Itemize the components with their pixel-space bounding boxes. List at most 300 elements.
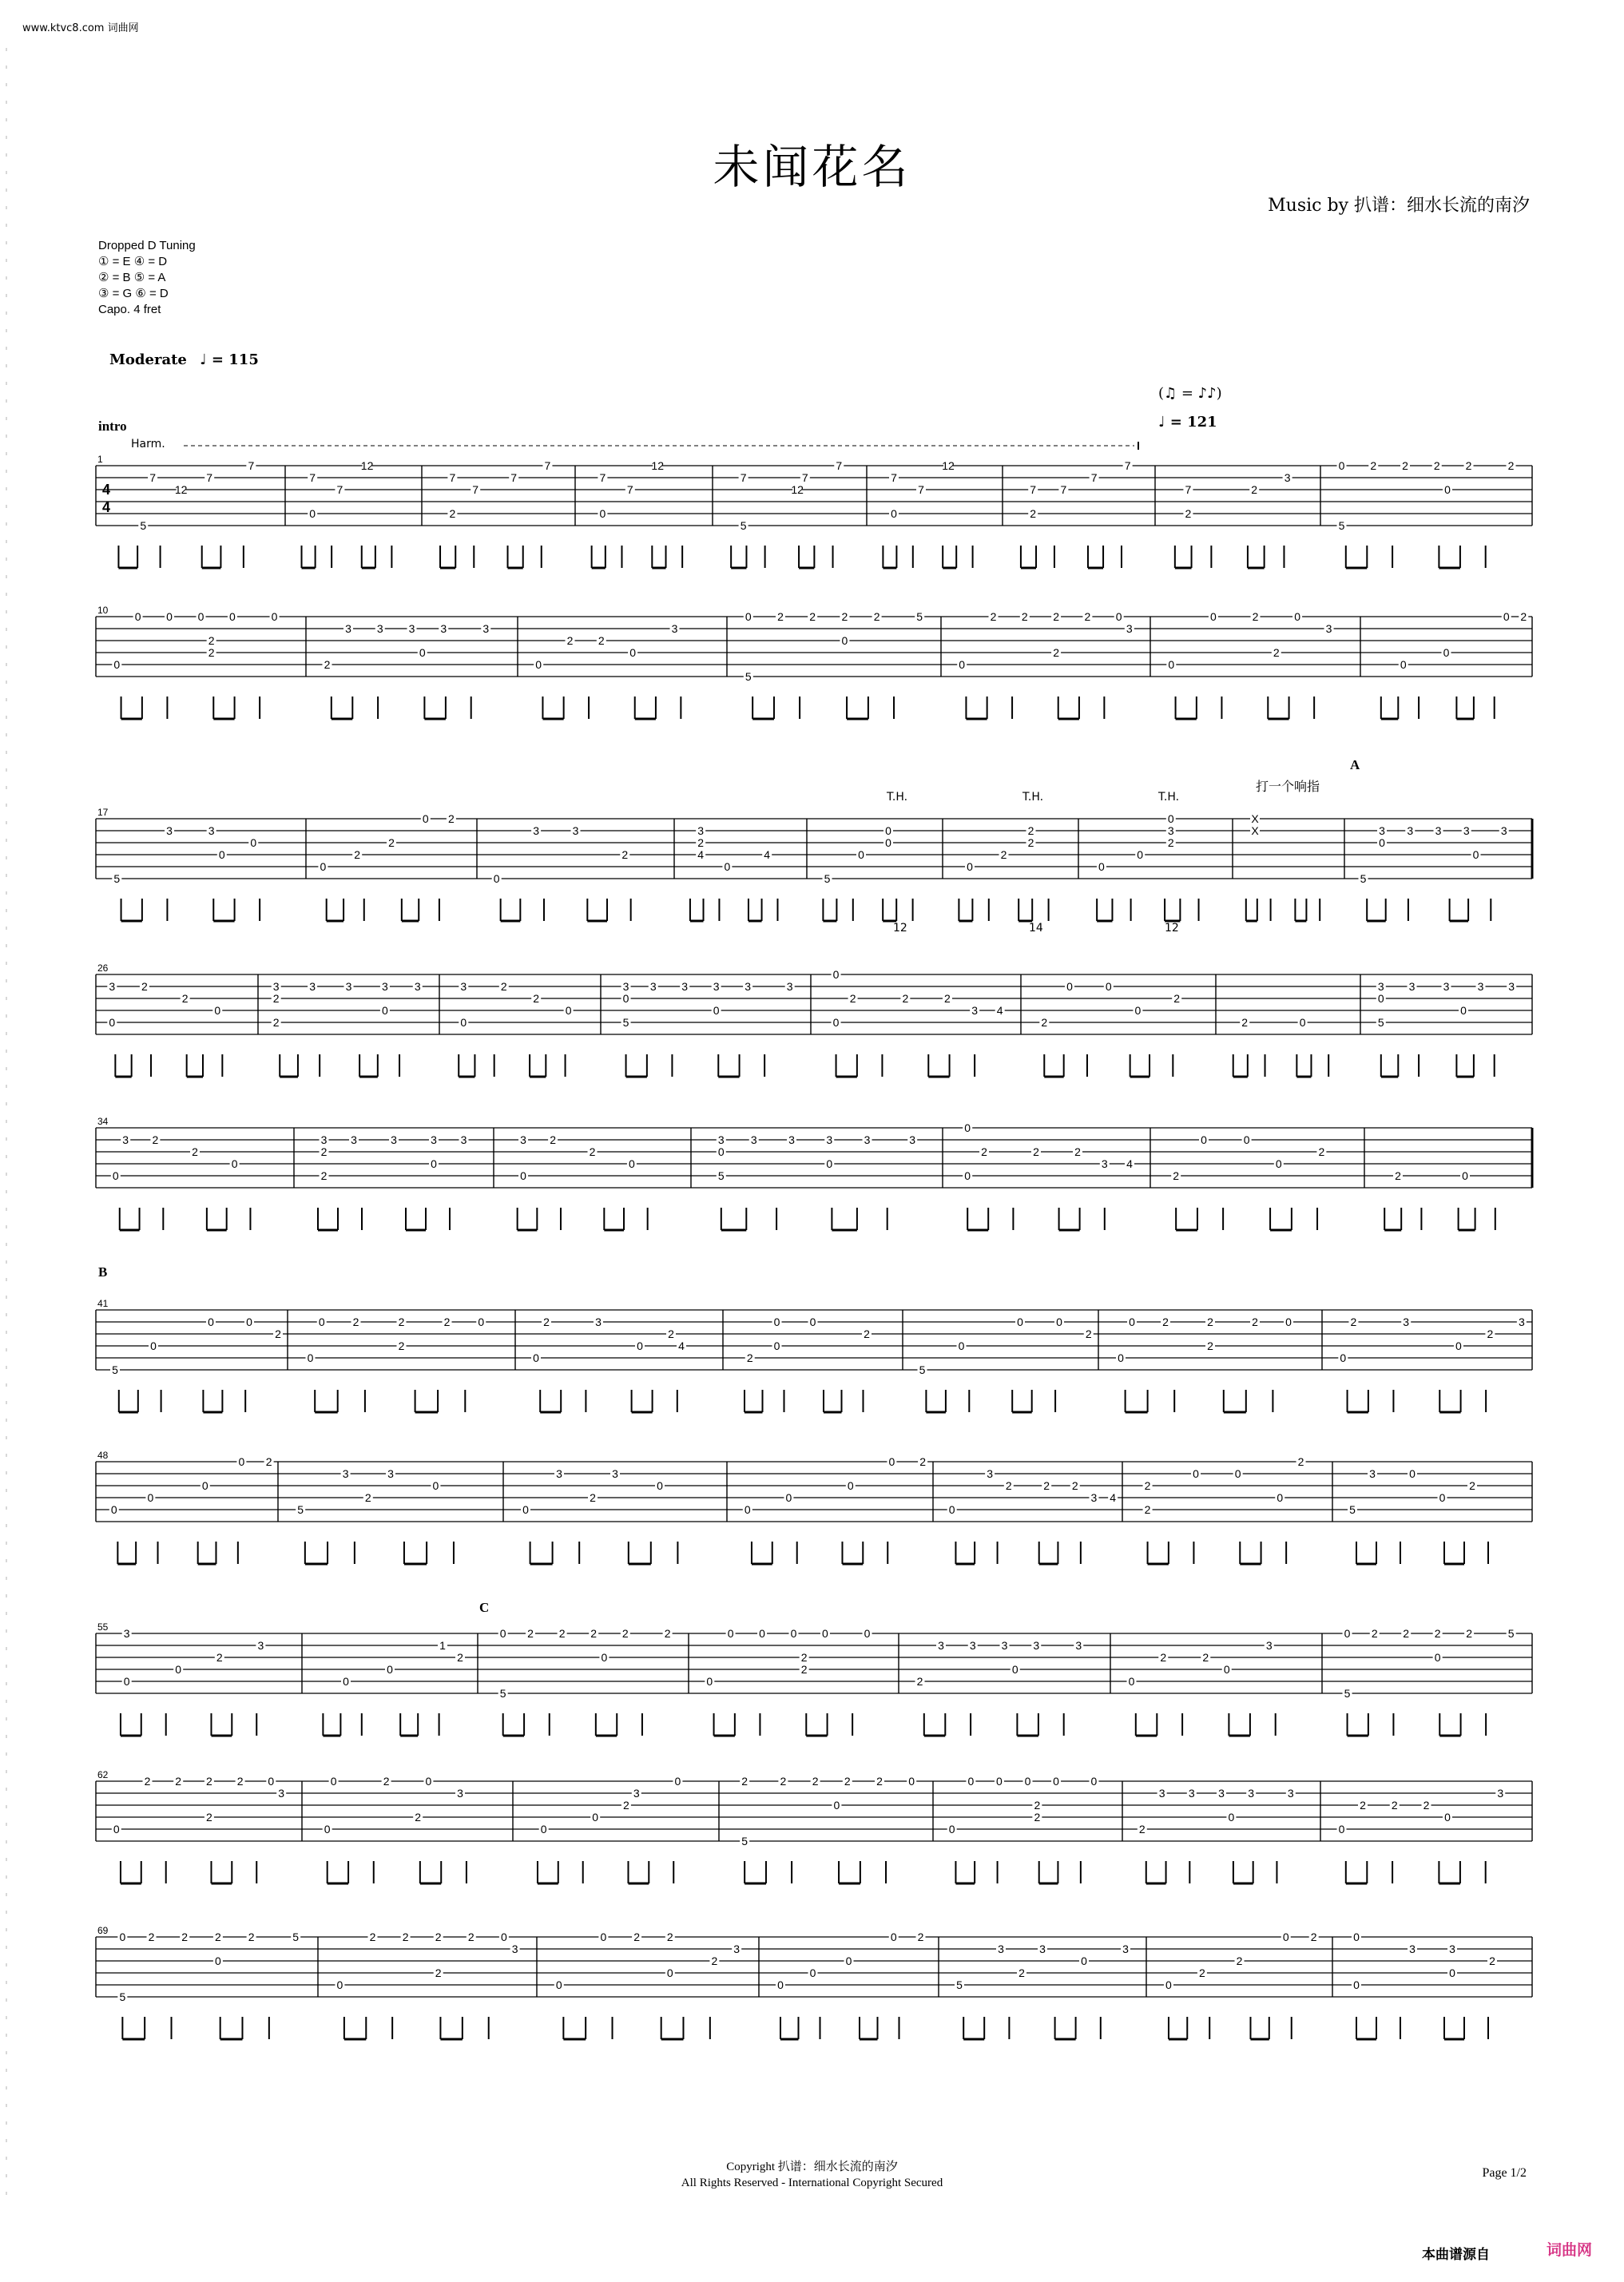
tempo-change: ♩ = 121	[1158, 414, 1217, 431]
fret-number: 0	[540, 1823, 547, 1836]
fret-number: 5	[956, 1978, 963, 1991]
fret-number: 2	[1403, 1627, 1410, 1640]
fret-number: 0	[460, 1016, 467, 1029]
fret-number: 0	[1294, 610, 1300, 623]
fret-number: 0	[1277, 1491, 1284, 1504]
fret-number: 2	[216, 1651, 223, 1664]
fret-number: 0	[1118, 1351, 1124, 1364]
fret-number: 0	[657, 1479, 663, 1492]
fret-number: 12	[174, 483, 188, 496]
fret-number: 2	[215, 1931, 221, 1943]
fret-number: 0	[885, 836, 891, 849]
fret-number: 0	[790, 1627, 797, 1640]
rights-line: All Rights Reserved - International Copyright Secured	[681, 2177, 943, 2189]
fret-number: 2	[402, 1931, 409, 1943]
fret-number: 0	[809, 1316, 816, 1328]
fret-number: 0	[717, 1145, 725, 1158]
fret-number: 3	[460, 1133, 467, 1146]
fret-number: 4	[764, 848, 771, 861]
fret-number: 5	[112, 1363, 118, 1376]
fret-number: 3	[1369, 1467, 1376, 1480]
fret-number: 5	[740, 519, 747, 532]
th-label: T.H.	[887, 791, 908, 804]
fret-number: 7	[626, 483, 633, 496]
tab-system	[96, 1769, 1532, 1883]
fret-number: 0	[1444, 1811, 1451, 1824]
fret-number: 0	[1409, 1467, 1416, 1480]
fret-number: 2	[1027, 824, 1034, 837]
fret-number: 2	[590, 1627, 598, 1640]
fret-number: 3	[440, 622, 447, 635]
fret-number: 3	[1477, 980, 1484, 993]
fret-number: 0	[1167, 812, 1174, 825]
fret-number: 2	[1053, 610, 1059, 623]
fret-number: 3	[1497, 1787, 1504, 1800]
fret-number: 3	[864, 1133, 871, 1146]
fret-number: 2	[550, 1133, 556, 1146]
fret-number: 0	[1340, 1351, 1347, 1364]
fret-number: 4	[678, 1339, 685, 1352]
fret-number: 0	[948, 1823, 955, 1836]
fret-number: 3	[622, 980, 629, 993]
fret-number: 3	[998, 1943, 1004, 1955]
fret-number: 2	[621, 1627, 629, 1640]
fret-number: 2	[320, 1145, 328, 1158]
fret-number: 0	[493, 872, 500, 885]
fret-number: 3	[1325, 622, 1332, 635]
fret-number: 3	[272, 980, 280, 993]
music-by: Music by 扒谱：细水长流的南汐	[1268, 196, 1530, 216]
fret-number: 0	[197, 610, 204, 623]
fret-number: 0	[629, 646, 636, 659]
fret-number: 12	[651, 459, 664, 472]
fret-number: 3	[1218, 1787, 1225, 1800]
fret-number: 2	[272, 992, 280, 1005]
th-fret: 12	[893, 922, 907, 935]
fret-number: 2	[1167, 836, 1174, 849]
fret-number: 0	[555, 1978, 562, 1991]
fret-number: 0	[888, 1455, 895, 1468]
fret-number: 0	[1017, 1316, 1023, 1328]
fret-number: 2	[1252, 1316, 1258, 1328]
fret-number: 0	[891, 507, 897, 520]
fret-number: 2	[1252, 610, 1259, 623]
fret-number: 0	[175, 1663, 182, 1676]
fret-number: 0	[268, 1775, 275, 1788]
fret-number: 2	[141, 980, 148, 993]
fret-number: 2	[711, 1955, 718, 1967]
fret-number: 2	[841, 610, 848, 623]
fret-number: 0	[637, 1339, 643, 1352]
fret-number: 5	[113, 872, 121, 885]
fret-number: 2	[527, 1627, 534, 1640]
fret-number: 0	[123, 1675, 130, 1688]
fret-number: 0	[320, 860, 327, 873]
fret-number: 0	[150, 1339, 157, 1352]
fret-number: 2	[1144, 1503, 1151, 1516]
fret-number: 3	[345, 980, 352, 993]
fret-number: 3	[1248, 1787, 1255, 1800]
fret-number: 2	[981, 1145, 987, 1158]
fret-number: 3	[320, 1133, 328, 1146]
fret-number: 2	[590, 1491, 596, 1504]
fret-number: 0	[967, 860, 973, 873]
fret-number: 3	[744, 980, 751, 993]
fret-number: 2	[1489, 1955, 1495, 1967]
fret-number: 5	[744, 670, 752, 683]
fret-number: 3	[414, 980, 421, 993]
fret-number: 3	[556, 1467, 562, 1480]
fret-number: 0	[307, 1351, 314, 1364]
measure-number: 34	[97, 1116, 109, 1127]
fret-number: 3	[309, 980, 316, 993]
fret-number: 3	[1449, 1943, 1455, 1955]
fret-number: 3	[520, 1133, 526, 1146]
section-a: A	[1350, 757, 1360, 772]
measure-number: 10	[97, 605, 109, 616]
fret-number: 3	[511, 1943, 518, 1955]
fret-number: 5	[292, 1931, 300, 1943]
measure-number: 17	[97, 807, 109, 818]
fret-number: 7	[206, 471, 213, 484]
fret-number: 2	[1034, 1811, 1041, 1824]
fret-number: 2	[741, 1775, 748, 1788]
fret-number: 0	[727, 1627, 734, 1640]
fret-number: 0	[1129, 1316, 1135, 1328]
fret-number: 0	[1098, 860, 1105, 873]
fret-number: 2	[248, 1931, 255, 1943]
fret-number: 2	[1310, 1931, 1317, 1943]
measure-number: 55	[97, 1621, 109, 1633]
fret-number: 0	[431, 1157, 437, 1170]
fret-number: 3	[909, 1133, 916, 1146]
fret-number: 3	[122, 1133, 129, 1146]
fret-number: 0	[1210, 610, 1217, 623]
tuning-name: Dropped D Tuning	[98, 239, 196, 252]
fret-number: 0	[773, 1316, 780, 1328]
fret-number: 0	[478, 1316, 485, 1328]
fret-number: 0	[309, 507, 316, 520]
fret-number: 2	[1085, 1328, 1092, 1340]
fret-number: 2	[1071, 1479, 1078, 1492]
fret-number: 0	[601, 1651, 608, 1664]
fret-number: 3	[987, 1467, 993, 1480]
fret-number: 3	[345, 622, 351, 635]
fret-number: 2	[558, 1627, 566, 1640]
fret-number: 3	[1075, 1639, 1082, 1652]
section-c: C	[479, 1600, 490, 1615]
fret-number: 0	[858, 848, 864, 861]
fret-number: 2	[1241, 1016, 1249, 1029]
measure-number: 41	[97, 1298, 109, 1309]
fret-number: 7	[449, 471, 456, 484]
fret-number: 12	[360, 459, 374, 472]
fret-number: 0	[565, 1004, 572, 1017]
fret-number: 0	[1299, 1016, 1306, 1029]
intro-label: intro	[98, 419, 127, 434]
fret-number: 0	[134, 610, 141, 623]
fret-number: 2	[623, 1799, 629, 1812]
tab-system	[96, 1450, 1532, 1564]
fret-number: 2	[1370, 459, 1377, 472]
fret-number: 2	[876, 1775, 883, 1788]
fret-number: 0	[964, 1121, 971, 1134]
fret-number: 0	[1434, 1651, 1441, 1664]
fret-number: 5	[622, 1016, 629, 1029]
fret-number: 0	[422, 812, 429, 825]
fret-number: 0	[499, 1627, 506, 1640]
fret-number: 0	[1338, 459, 1345, 472]
fret-number: 2	[800, 1663, 808, 1676]
fret-number: 5	[297, 1503, 304, 1516]
tab-system	[96, 1116, 1532, 1230]
fret-number: 3	[382, 980, 388, 993]
fret-number: 7	[309, 471, 316, 484]
fret-number: 5	[1338, 519, 1345, 532]
fret-number: 3	[1443, 980, 1450, 993]
fret-number: 3	[1126, 622, 1133, 635]
fret-number: 2	[208, 634, 215, 647]
fret-number: 0	[113, 1823, 120, 1836]
fret-number: 2	[1360, 1799, 1366, 1812]
capo: Capo. 4 fret	[98, 303, 161, 316]
fret-number: 3	[482, 622, 490, 635]
fret-number: 0	[432, 1479, 439, 1492]
fret-number: 5	[1349, 1503, 1356, 1516]
fret-number: 2	[1236, 1955, 1243, 1967]
fret-number: 0	[832, 1016, 840, 1029]
fret-number: 7	[740, 471, 747, 484]
measure-number: 48	[97, 1450, 109, 1461]
fret-number: 5	[140, 519, 147, 532]
fret-number: 2	[1027, 836, 1034, 849]
fret-number: 3	[109, 980, 116, 993]
fret-number: 0	[501, 1931, 507, 1943]
fret-number: 0	[744, 1503, 751, 1516]
tab-system	[96, 1298, 1532, 1412]
fret-number: 0	[1024, 1775, 1031, 1788]
fret-number: 2	[746, 1351, 753, 1364]
fret-number: 2	[917, 1931, 924, 1943]
fret-number: 7	[544, 459, 551, 472]
fret-number: 3	[971, 1004, 979, 1017]
fret-number: 0	[1443, 646, 1450, 659]
copyright-line: Copyright 扒谱：细水长流的南汐	[726, 2161, 898, 2173]
fret-number: 3	[1001, 1639, 1008, 1652]
swing-mark: (♫ = ♪♪)	[1158, 385, 1222, 402]
fret-number: 3	[713, 980, 720, 993]
tab-system	[96, 807, 1532, 921]
fret-number: 2	[668, 1328, 674, 1340]
fret-number: 0	[387, 1663, 393, 1676]
fret-number: 2	[1318, 1145, 1325, 1158]
fret-number: 0	[833, 1799, 840, 1812]
fret-number: 7	[801, 471, 808, 484]
fret-number: 3	[1377, 980, 1384, 993]
fret-number: 3	[1518, 1316, 1525, 1328]
fret-number: 2	[1520, 610, 1527, 623]
fret-number: 7	[510, 471, 518, 484]
fret-number: 3	[750, 1133, 757, 1146]
fret-number: 2	[352, 1316, 359, 1328]
fret-number: 0	[215, 1955, 221, 1967]
fret-number: 3	[408, 622, 415, 635]
fret-number: 2	[1021, 610, 1028, 623]
copyright-footer	[0, 2159, 1624, 2191]
fret-number: 2	[666, 1931, 673, 1943]
fret-number: 0	[847, 1479, 854, 1492]
fret-number: 5	[119, 1990, 126, 2003]
fret-number: 2	[1043, 1479, 1050, 1492]
fret-number: 2	[1162, 1316, 1169, 1328]
fret-number: 4	[996, 1004, 1003, 1017]
fret-number: 7	[836, 459, 843, 472]
fret-number: 3	[1033, 1639, 1040, 1652]
fret-number: 2	[533, 992, 540, 1005]
fret-number: 0	[629, 1157, 635, 1170]
fret-number: 5	[919, 1363, 926, 1376]
fret-number: 2	[566, 634, 574, 647]
fret-number: 0	[908, 1775, 915, 1788]
fret-number: 7	[1090, 471, 1098, 484]
fret-number: 3	[1409, 1943, 1416, 1955]
fret-number: 4	[1110, 1491, 1117, 1504]
fret-number: 0	[773, 1339, 780, 1352]
fret-number: 3	[1284, 471, 1291, 484]
fret-number: 2	[1273, 646, 1280, 659]
fret-number: 3	[376, 622, 383, 635]
fret-number: 2	[1053, 646, 1059, 659]
th-fret: 12	[1165, 922, 1179, 935]
fret-number: 0	[967, 1775, 975, 1788]
fret-number: 0	[1234, 1467, 1241, 1480]
fret-number: 5	[499, 1687, 506, 1700]
fret-number: 0	[1105, 980, 1112, 993]
fret-number: 0	[1460, 1004, 1467, 1017]
fret-number: 2	[175, 1775, 182, 1788]
fret-number: 0	[948, 1503, 955, 1516]
fret-number: 0	[229, 610, 236, 623]
fret-number: 0	[166, 610, 173, 623]
fret-number: 0	[214, 1004, 221, 1017]
fret-number: 5	[1344, 1687, 1351, 1700]
fret-number: 5	[824, 872, 831, 885]
fret-number: 2	[812, 1775, 819, 1788]
fret-number: X	[1251, 824, 1259, 837]
fret-number: 0	[964, 1169, 971, 1182]
fret-number: 2	[1074, 1145, 1081, 1158]
fret-number: 2	[1433, 459, 1440, 472]
fret-number: 2	[809, 610, 816, 623]
fret-number: 0	[1449, 1966, 1455, 1979]
fret-number: 0	[1137, 848, 1144, 861]
fret-number: 0	[1134, 1004, 1142, 1017]
fret-number: 2	[1251, 483, 1258, 496]
fret-number: 3	[717, 1133, 725, 1146]
fret-number: 3	[1463, 824, 1470, 837]
fret-number: 3	[1379, 824, 1385, 837]
fret-number: 2	[1507, 459, 1515, 472]
fret-number: 3	[1122, 1943, 1129, 1955]
fret-number: 12	[791, 483, 804, 496]
fret-number: 3	[572, 824, 579, 837]
fret-number: 2	[435, 1966, 442, 1979]
fret-number: 3	[786, 980, 793, 993]
fret-number: 2	[1000, 848, 1007, 861]
fret-number: 0	[425, 1775, 432, 1788]
fret-number: 3	[671, 622, 678, 635]
time-signature: 4	[102, 482, 111, 498]
fret-number: 7	[599, 471, 606, 484]
fret-number: 0	[599, 507, 606, 520]
fret-number: 0	[592, 1811, 599, 1824]
fret-number: 0	[832, 968, 840, 981]
fret-number: 2	[873, 610, 880, 623]
fret-number: 0	[674, 1775, 681, 1788]
fret-number: 2	[144, 1775, 151, 1788]
fret-number: 2	[543, 1316, 550, 1328]
fret-number: 12	[942, 459, 955, 472]
fret-number: 2	[1487, 1328, 1494, 1340]
fret-number: 2	[415, 1811, 422, 1824]
fret-number: 0	[1338, 1823, 1345, 1836]
page-number: Page 1/2	[1482, 2166, 1527, 2180]
fret-number: 0	[1472, 848, 1479, 861]
fret-number: 3	[826, 1133, 833, 1146]
fret-number: 0	[382, 1004, 388, 1017]
fret-number: 7	[891, 471, 897, 484]
fret-number: 2	[181, 1931, 189, 1943]
section-b: B	[98, 1264, 108, 1280]
tempo-label: Moderate	[109, 351, 187, 368]
fret-number: 0	[1056, 1316, 1062, 1328]
fret-number: 3	[733, 1943, 741, 1955]
fret-number: 0	[1439, 1491, 1446, 1504]
fret-number: 0	[218, 848, 225, 861]
fret-number: 0	[1462, 1169, 1468, 1182]
fret-number: 3	[1407, 824, 1414, 837]
fret-number: 0	[318, 1316, 325, 1328]
fret-number: 3	[1408, 980, 1416, 993]
fret-number: 2	[500, 980, 507, 993]
fret-number: 7	[1124, 459, 1131, 472]
fret-number: 0	[706, 1675, 713, 1688]
fret-number: 2	[697, 836, 705, 849]
fret-number: 0	[336, 1978, 343, 1991]
fret-number: 7	[1185, 483, 1192, 496]
fret-number: 2	[598, 634, 605, 647]
fret-number: 0	[845, 1955, 852, 1967]
fret-number: 3	[257, 1639, 264, 1652]
fret-number: 0	[724, 860, 731, 873]
fret-number: 0	[996, 1775, 1003, 1788]
fret-number: 0	[822, 1627, 828, 1640]
fret-number: 2	[388, 836, 395, 849]
fret-number: 2	[1350, 1316, 1357, 1328]
tab-system	[96, 962, 1532, 1077]
tab-system	[96, 454, 1532, 568]
fret-number: 3	[208, 824, 215, 837]
fret-number: 0	[535, 658, 542, 671]
fret-number: 3	[1158, 1787, 1165, 1800]
fret-number: 3	[1167, 824, 1174, 837]
fret-number: 0	[324, 1823, 331, 1836]
fret-number: 3	[1500, 824, 1507, 837]
fret-number: 4	[697, 848, 705, 861]
fret-number: 0	[1377, 992, 1384, 1005]
brand-logo[interactable]: 词曲网	[1546, 2241, 1592, 2259]
fret-number: 3	[391, 1133, 397, 1146]
